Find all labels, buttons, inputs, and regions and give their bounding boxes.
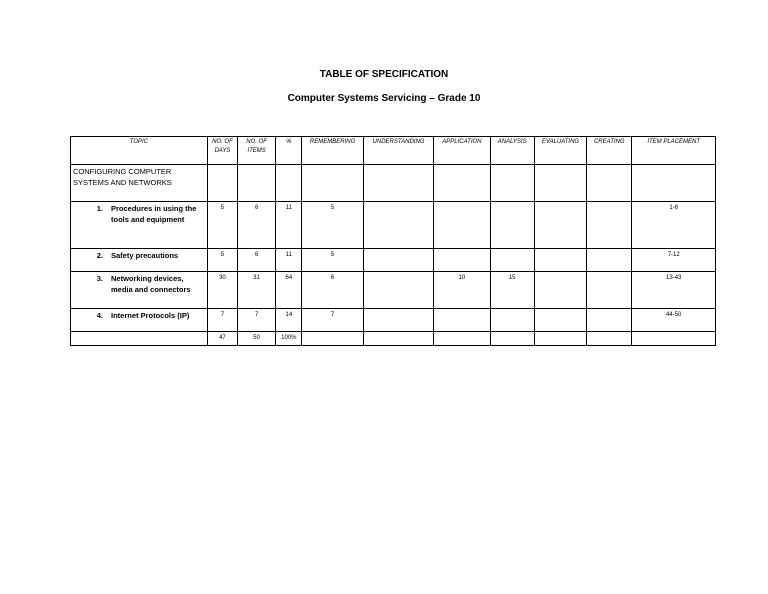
table-row — [71, 272, 716, 309]
items-cell: 6 — [238, 202, 276, 249]
header-remembering: REMEMBERING — [302, 137, 363, 165]
analysis-cell — [490, 202, 534, 249]
topic-cell — [71, 272, 208, 309]
header-item-placement: ITEM PLACEMENT — [632, 137, 716, 165]
days-cell: 7 — [207, 309, 237, 332]
totals-row — [71, 332, 716, 346]
understanding-cell — [363, 309, 433, 332]
header-understanding: UNDERSTANDING — [363, 137, 433, 165]
analysis-cell: 15 — [490, 272, 534, 309]
creating-cell — [587, 202, 632, 249]
document-subtitle: Computer Systems Servicing – Grade 10 — [287, 93, 481, 104]
creating-cell — [587, 272, 632, 309]
topic-text: Networking devices, media and connectors — [111, 274, 191, 294]
total-days: 47 — [207, 332, 237, 346]
understanding-cell — [363, 202, 433, 249]
evaluating-cell — [534, 202, 586, 249]
placement-cell: 1-6 — [632, 202, 716, 249]
document-title: TABLE OF SPECIFICATION — [319, 69, 449, 80]
items-cell: 7 — [238, 309, 276, 332]
header-creating: CREATING — [587, 137, 632, 165]
topic-number: 2. — [96, 251, 103, 260]
application-cell — [434, 202, 490, 249]
header-topic: TOPIC — [71, 137, 208, 165]
placement-cell: 44-50 — [632, 309, 716, 332]
placement-cell: 7-12 — [632, 249, 716, 272]
analysis-cell — [490, 309, 534, 332]
header-row — [71, 137, 716, 165]
header-analysis: ANALYSIS — [490, 137, 534, 165]
topic-text: Safety precautions — [111, 251, 179, 260]
days-cell: 5 — [207, 249, 237, 272]
analysis-cell — [490, 249, 534, 272]
evaluating-cell — [534, 272, 586, 309]
evaluating-cell — [534, 249, 586, 272]
header-evaluating: EVALUATING — [534, 137, 586, 165]
percent-cell: 64 — [276, 272, 302, 309]
table-row — [71, 249, 716, 272]
application-cell — [434, 309, 490, 332]
understanding-cell — [363, 249, 433, 272]
topic-cell — [71, 309, 208, 332]
application-cell: 10 — [434, 272, 490, 309]
total-percent: 100% — [276, 332, 302, 346]
section-row — [71, 165, 716, 202]
remembering-cell: 5 — [302, 202, 363, 249]
topic-cell — [71, 249, 208, 272]
creating-cell — [587, 309, 632, 332]
days-cell: 30 — [207, 272, 237, 309]
items-cell: 6 — [238, 249, 276, 272]
creating-cell — [587, 249, 632, 272]
specification-table — [70, 136, 716, 346]
items-cell: 31 — [238, 272, 276, 309]
topic-text: Procedures in using the tools and equipment — [111, 204, 197, 224]
topic-text: Internet Protocols (IP) — [111, 311, 190, 320]
evaluating-cell — [534, 309, 586, 332]
header-percent: % — [276, 137, 302, 165]
table-row — [71, 202, 716, 249]
section-title: CONFIGURING COMPUTER SYSTEMS AND NETWORKS — [71, 165, 208, 202]
percent-cell: 14 — [276, 309, 302, 332]
understanding-cell — [363, 272, 433, 309]
table-row — [71, 309, 716, 332]
header-days: NO. OF DAYS — [207, 137, 237, 165]
days-cell: 5 — [207, 202, 237, 249]
percent-cell: 11 — [276, 202, 302, 249]
topic-number: 1. — [96, 204, 103, 213]
topic-number: 4. — [96, 311, 103, 320]
application-cell — [434, 249, 490, 272]
placement-cell: 13-43 — [632, 272, 716, 309]
topic-cell — [71, 202, 208, 249]
header-items: NO. OF ITEMS — [238, 137, 276, 165]
topic-number: 3. — [96, 274, 103, 283]
total-items: 50 — [238, 332, 276, 346]
remembering-cell: 5 — [302, 249, 363, 272]
percent-cell: 11 — [276, 249, 302, 272]
remembering-cell: 6 — [302, 272, 363, 309]
header-application: APPLICATION — [434, 137, 490, 165]
remembering-cell: 7 — [302, 309, 363, 332]
